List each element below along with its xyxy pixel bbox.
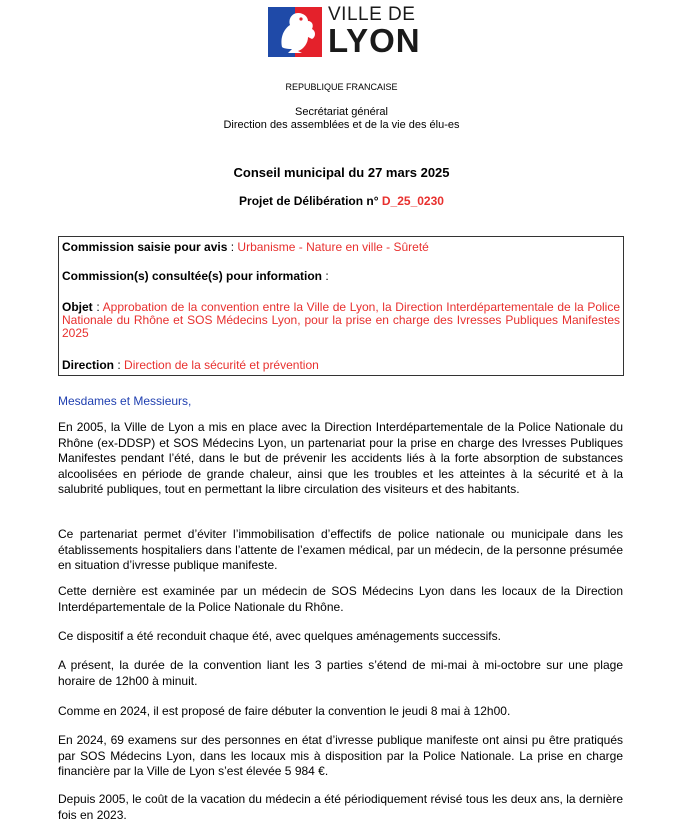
project-number: D_25_0230 — [381, 194, 444, 208]
object-label: Objet — [62, 300, 93, 314]
department-name: Secrétariat général — [295, 106, 388, 118]
salutation: Mesdames et Messieurs, — [58, 394, 192, 408]
consulted-label: Commission(s) consultée(s) pour information — [62, 269, 323, 283]
direction-row — [62, 359, 620, 372]
commission-value: Urbanisme - Nature en ville - Sûreté — [237, 240, 429, 254]
commission-row — [62, 241, 620, 254]
direction-name: Direction des assemblées et de la vie des élu-es — [223, 119, 460, 131]
consulted-row — [62, 270, 620, 283]
logo-line-2: LYON — [328, 22, 421, 59]
paragraph: Comme en 2024, il est proposé de faire débuter la convention le jeudi 8 mai à 12h00. — [58, 704, 511, 718]
object-row — [62, 301, 620, 340]
consulted-sep: : — [322, 269, 329, 283]
paragraph: Cette dernière est examinée par un médecin de SOS Médecins Lyon dans les locaux de la Direction Interdépartementale de la Police Nationale du Rhône. — [58, 584, 623, 614]
commission-label: Commission saisie pour avis — [62, 240, 228, 254]
lion-emblem-icon — [268, 7, 322, 57]
ville-de-lyon-logo — [268, 4, 421, 59]
council-title: Conseil municipal du 27 mars 2025 — [233, 165, 450, 180]
paragraph: Ce partenariat permet d’éviter l’immobilisation d’effectifs de police nationale ou municipale dans les établissements hospitaliers dans l’attente de l’examen médical, par un médecin, de la personne présumée en situation d’ivresse publique manifeste. — [58, 527, 623, 572]
commission-sep: : — [227, 240, 238, 254]
republic-heading: REPUBLIQUE FRANCAISE — [285, 82, 398, 92]
paragraph: En 2024, 69 examens sur des personnes en état d’ivresse publique manifeste ont ainsi pu être pratiqués par SOS Médecins Lyon, dans les locaux mis à disposition par la Police Nationale. La prise en charge financière par la Ville de Lyon s’est élevée 5 984 €. — [58, 733, 623, 778]
logo-line-1: VILLE DE — [328, 4, 416, 25]
direction-sep: : — [114, 358, 125, 372]
paragraph: En 2005, la Ville de Lyon a mis en place avec la Direction Interdépartementale de la Police Nationale du Rhône (ex-DDSP) et SOS Médecins Lyon, un partenariat pour la prise en charge des Ivresses Publiques Manifestes pendant l’été, dans le but de prévenir les accidents liés à la forte absorption de substances alcoolisées en période de grande chaleur, ainsi que les troubles et les atteintes à la sécurité et à la salubrité publiques, tout en permettant la libre circulation des visiteurs et des habitants. — [58, 420, 623, 496]
project-label: Projet de Délibération n° — [239, 194, 382, 208]
project-title — [0, 194, 683, 208]
paragraph: Ce dispositif a été reconduit chaque été, avec quelques aménagements successifs. — [58, 629, 501, 643]
direction-label: Direction — [62, 358, 115, 372]
paragraph: Depuis 2005, le coût de la vacation du médecin a été périodiquement révisé tous les deux ans, la dernière fois en 2023. — [58, 792, 623, 822]
object-sep: : — [92, 300, 103, 314]
direction-value: Direction de la sécurité et prévention — [124, 358, 319, 372]
deliberation-info-box — [58, 236, 624, 376]
paragraph: A présent, la durée de la convention liant les 3 parties s’étend de mi-mai à mi-octobre sur une plage horaire de 12h00 à minuit. — [58, 658, 623, 688]
object-value: Approbation de la convention entre la Ville de Lyon, la Direction Interdépartementale de la Police Nationale du Rhône et SOS Médecins Lyon, pour la prise en charge des Ivresses Publiques Manifestes 2025 — [62, 300, 620, 340]
